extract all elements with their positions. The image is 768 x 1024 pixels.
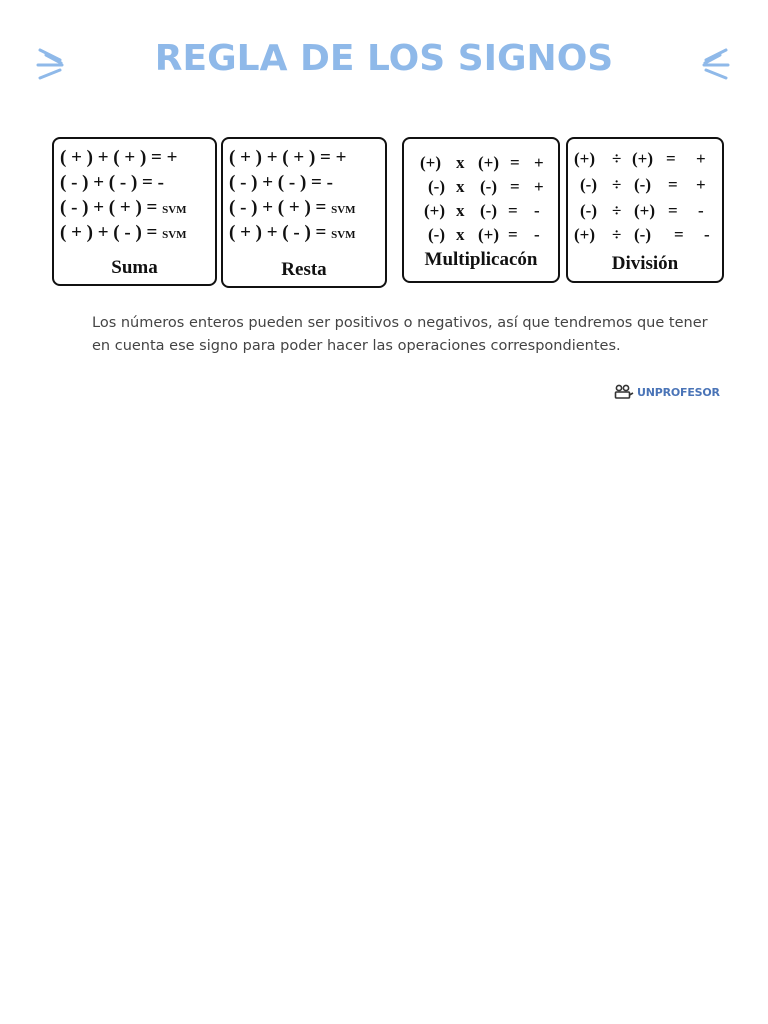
resta-rule-1: ( + ) + ( + ) = + bbox=[229, 147, 347, 168]
suma-rule-4: ( + ) + ( - ) = SVM bbox=[60, 222, 187, 243]
resta-rule-2: ( - ) + ( - ) = - bbox=[229, 172, 333, 193]
suma-rule-1: ( + ) + ( + ) = + bbox=[60, 147, 178, 168]
page-title: REGLA DE LOS SIGNOS bbox=[154, 38, 614, 79]
resta-rule-3: ( - ) + ( + ) = SVM bbox=[229, 197, 356, 218]
suma-rule-2: ( - ) + ( - ) = - bbox=[60, 172, 164, 193]
div-row-3: (-) ÷ (+) = - bbox=[580, 201, 704, 220]
resta-card bbox=[221, 137, 387, 288]
div-row-1: (+) ÷ (+) = + bbox=[574, 149, 706, 168]
suma-card bbox=[52, 137, 217, 286]
mult-row-3: (+) x (-) = - bbox=[424, 201, 540, 220]
brand-logo[interactable] bbox=[614, 384, 720, 400]
suma-label: Suma bbox=[111, 257, 158, 278]
mult-row-4: (-) x (+) = - bbox=[428, 225, 540, 244]
description-text: Los números enteros pueden ser positivos o negativos, así que tendremos que tener en cuenta ese signo para poder hacer las operaciones correspondientes. bbox=[92, 315, 708, 354]
multiplicacion-card bbox=[402, 137, 560, 283]
division-label: División bbox=[611, 253, 679, 274]
resta-label: Resta bbox=[281, 259, 327, 280]
mult-row-2: (-) x (-) = + bbox=[428, 177, 544, 196]
mult-row-1: (+) x (+) = + bbox=[420, 153, 544, 172]
teacher-icon bbox=[614, 384, 634, 400]
resta-rule-4: ( + ) + ( - ) = SVM bbox=[229, 222, 356, 243]
division-card bbox=[566, 137, 724, 283]
sparkle-right-icon bbox=[700, 46, 732, 82]
div-row-2: (-) ÷ (-) = + bbox=[580, 175, 706, 194]
brand-name: UNPROFESOR bbox=[637, 385, 720, 399]
div-row-4: (+) ÷ (-) = - bbox=[574, 225, 710, 244]
suma-rule-3: ( - ) + ( + ) = SVM bbox=[60, 197, 187, 218]
multiplicacion-label: Multiplicacón bbox=[424, 249, 538, 270]
